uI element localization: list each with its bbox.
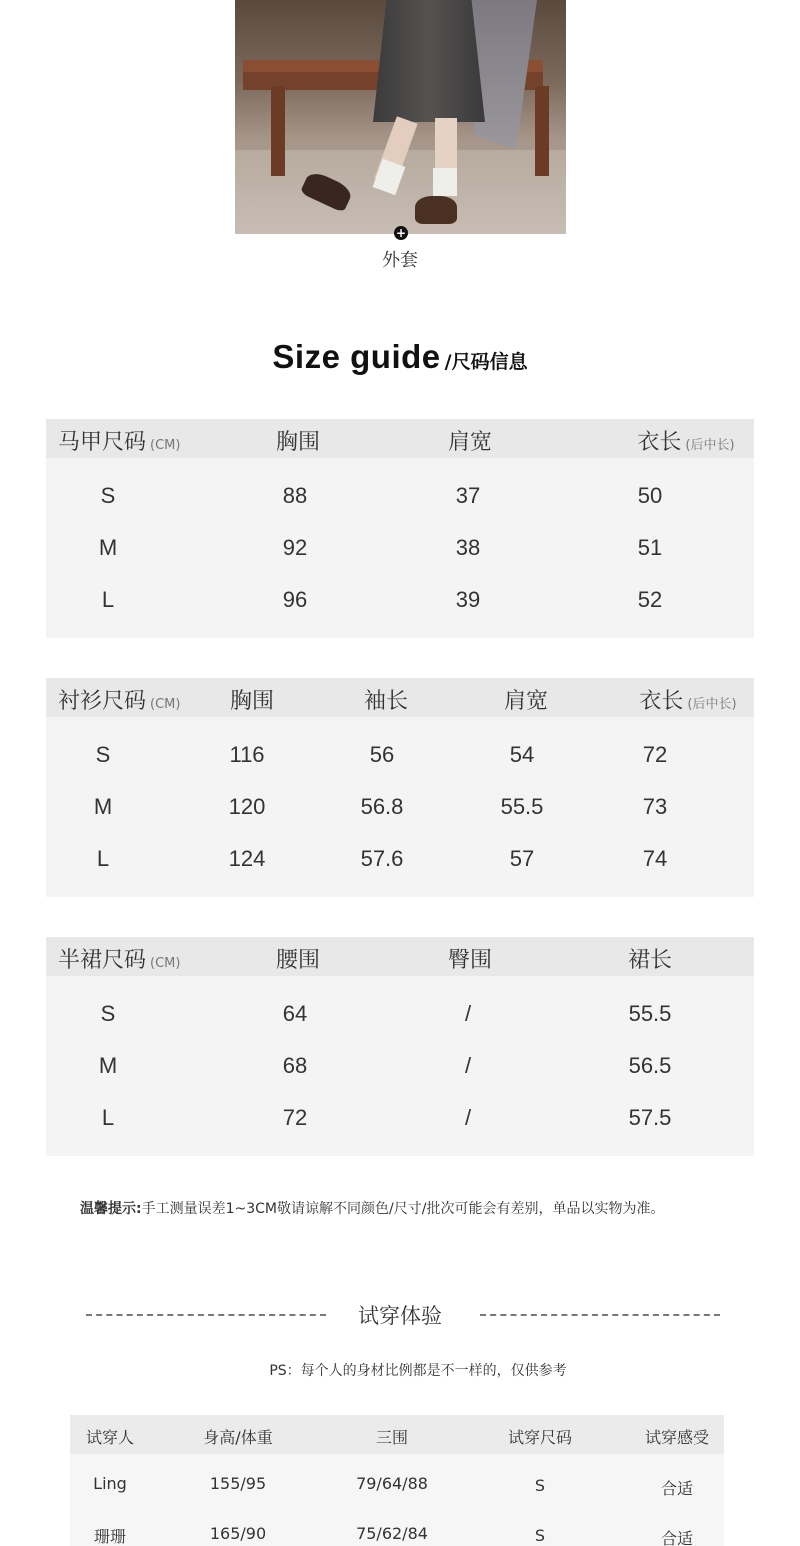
column-header: 胸围 — [275, 430, 321, 455]
table-name: 马甲尺码 (CM) — [58, 430, 181, 455]
value-cell: 57.6 — [360, 846, 404, 871]
column-header: 裙长 — [627, 948, 673, 973]
tester-cell: 珊珊 — [93, 1527, 127, 1546]
column-header: 试穿人 — [85, 1428, 135, 1447]
column-header: 腰围 — [275, 948, 321, 973]
photo-skirt — [373, 0, 485, 122]
value-cell: 165/90 — [209, 1524, 267, 1543]
value-cell: 56 — [369, 742, 395, 767]
size-cell: S — [100, 483, 116, 508]
value-cell: 64 — [282, 1001, 308, 1026]
value-cell: 56.8 — [360, 794, 404, 819]
value-cell: 37 — [455, 483, 481, 508]
value-cell: 54 — [509, 742, 535, 767]
value-cell: / — [464, 1001, 472, 1026]
column-header: 衣长 (后中长) — [639, 689, 737, 714]
photo-bench-leg — [271, 86, 285, 176]
value-cell: 88 — [282, 483, 308, 508]
value-cell: 55.5 — [628, 1001, 672, 1026]
value-cell: 79/64/88 — [356, 1474, 428, 1493]
value-cell: 116 — [229, 742, 265, 767]
column-header: 肩宽 — [447, 430, 493, 455]
try-on-title-text: 试穿体验 — [358, 1304, 442, 1328]
photo-caption: 外套 — [382, 250, 418, 271]
size-cell: S — [95, 742, 111, 767]
column-header: 胸围 — [229, 689, 275, 714]
value-cell: 155/95 — [209, 1474, 267, 1493]
size-cell: M — [98, 1053, 118, 1078]
size-cell: L — [101, 1105, 115, 1130]
table-header — [70, 1415, 724, 1454]
try-on-table — [70, 1415, 724, 1546]
value-cell: 50 — [637, 483, 663, 508]
table-header — [46, 937, 754, 976]
column-header: 衣长 (后中长) — [637, 430, 735, 455]
value-cell: 96 — [282, 587, 308, 612]
table-name: 衬衫尺码 (CM) — [58, 689, 181, 714]
divider — [480, 1314, 720, 1316]
value-cell: 合适 — [660, 1529, 694, 1546]
table-row — [46, 781, 754, 833]
photo-shoe — [415, 196, 457, 224]
size-cell: M — [98, 535, 118, 560]
value-cell: 57.5 — [628, 1105, 672, 1130]
column-header: 肩宽 — [503, 689, 549, 714]
size-cell: L — [101, 587, 115, 612]
table-row — [46, 574, 754, 626]
column-header: 袖长 — [363, 689, 409, 714]
value-cell: 124 — [228, 846, 266, 871]
table-row — [46, 470, 754, 522]
size-guide-title — [0, 338, 800, 376]
try-on-title — [0, 1298, 800, 1332]
vest-size-table — [46, 419, 754, 638]
table-row — [46, 988, 754, 1040]
column-header: 臀围 — [447, 948, 493, 973]
column-header: 试穿尺码 — [507, 1428, 573, 1447]
size-guide-title-en: Size guide — [272, 338, 441, 375]
value-cell: 120 — [228, 794, 266, 819]
value-cell: S — [534, 1526, 546, 1545]
value-cell: 92 — [282, 535, 308, 560]
table-header — [46, 678, 754, 717]
tip-text: 手工测量误差1~3CM敬请谅解不同颜色/尺寸/批次可能会有差别，单品以实物为准。 — [141, 1201, 665, 1217]
photo-sock — [433, 168, 457, 196]
photo-bench-leg — [535, 86, 549, 176]
value-cell: / — [464, 1105, 472, 1130]
value-cell: 68 — [282, 1053, 308, 1078]
size-cell: S — [100, 1001, 116, 1026]
table-row — [46, 522, 754, 574]
value-cell: 38 — [455, 535, 481, 560]
plus-icon[interactable]: + — [395, 226, 407, 240]
table-name: 半裙尺码 (CM) — [58, 948, 181, 973]
value-cell: 51 — [637, 535, 663, 560]
table-row — [46, 833, 754, 885]
size-cell: M — [93, 794, 113, 819]
column-header: 试穿感受 — [644, 1428, 710, 1447]
tester-cell: Ling — [93, 1474, 127, 1493]
table-row — [46, 1092, 754, 1144]
column-header: 三围 — [375, 1428, 409, 1447]
value-cell: 合适 — [660, 1479, 694, 1498]
value-cell: 72 — [282, 1105, 308, 1130]
value-cell: S — [534, 1476, 546, 1495]
size-guide-title-zh: /尺码信息 — [444, 351, 528, 373]
shirt-size-table — [46, 678, 754, 897]
product-photo — [235, 0, 566, 234]
value-cell: 52 — [637, 587, 663, 612]
tip-label: 温馨提示: — [80, 1201, 142, 1217]
try-on-note: PS：每个人的身材比例都是不一样的，仅供参考 — [269, 1363, 567, 1379]
size-cell: L — [96, 846, 110, 871]
value-cell: / — [464, 1053, 472, 1078]
table-header — [46, 419, 754, 458]
value-cell: 55.5 — [500, 794, 544, 819]
measurement-tip — [80, 1198, 664, 1218]
table-row — [46, 729, 754, 781]
value-cell: 56.5 — [628, 1053, 672, 1078]
table-row — [70, 1454, 724, 1504]
value-cell: 39 — [455, 587, 481, 612]
table-row — [46, 1040, 754, 1092]
value-cell: 75/62/84 — [356, 1524, 428, 1543]
skirt-size-table — [46, 937, 754, 1156]
value-cell: 73 — [642, 794, 668, 819]
table-row — [70, 1504, 724, 1546]
value-cell: 72 — [642, 742, 668, 767]
value-cell: 57 — [509, 846, 535, 871]
column-header: 身高/体重 — [203, 1428, 273, 1447]
value-cell: 74 — [642, 846, 668, 871]
